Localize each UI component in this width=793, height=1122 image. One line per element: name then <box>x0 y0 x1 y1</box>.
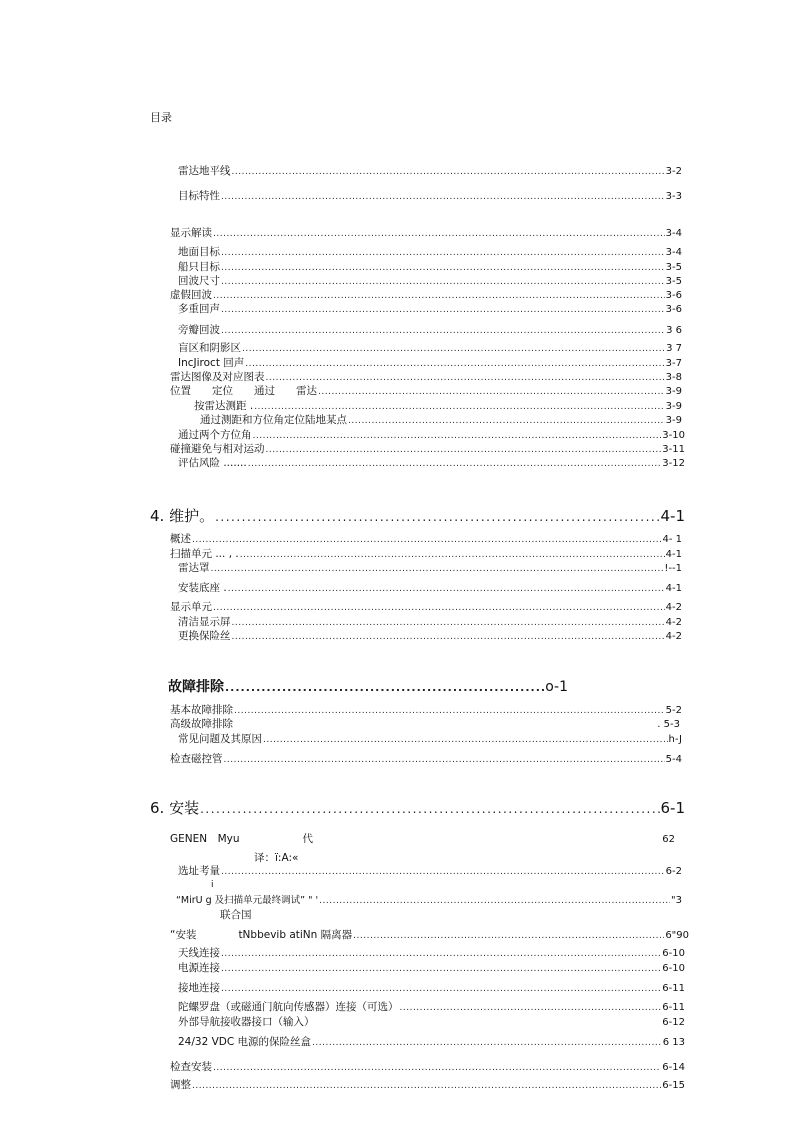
leader-dots <box>221 963 661 976</box>
toc-label: 扫描单元 ... , . <box>170 548 239 560</box>
leader-dots <box>221 191 665 204</box>
toc-entry-two-bearings[interactable] <box>178 429 685 443</box>
toc-page: 3-6 <box>665 304 682 315</box>
toc-page: 3-7 <box>665 358 682 369</box>
toc-page: 6-11 <box>662 1002 685 1013</box>
toc-label: 显示单元 <box>170 601 212 613</box>
toc-entry-position-fixing[interactable] <box>170 385 682 399</box>
toc-page: 3 6 <box>666 325 682 336</box>
leader-dots <box>240 549 665 562</box>
toc-label: 清洁显示屏 <box>178 616 231 628</box>
toc-label: 24/32 VDC 电源的保险丝盒 <box>178 1036 312 1048</box>
toc-label: 选址考量 <box>178 865 220 877</box>
leader-dots <box>232 166 665 179</box>
toc-entry-radar-picture-chart[interactable] <box>170 371 682 385</box>
leader-dots <box>221 325 665 338</box>
toc-page: 3-5 <box>665 276 682 287</box>
toc-page: 6 13 <box>662 1037 685 1048</box>
toc-label: 接地连接 <box>178 982 220 994</box>
toc-entry-gyrocompass-connection[interactable] <box>178 1001 685 1015</box>
toc-entry-fuse-box[interactable] <box>178 1036 685 1050</box>
leader-dots <box>353 930 664 943</box>
leader-dots <box>215 508 659 526</box>
toc-page: 3-11 <box>662 444 685 455</box>
leader-dots <box>232 631 665 644</box>
toc-page: 3-6 <box>665 290 682 301</box>
toc-entry-range-bearing-fix[interactable] <box>200 414 682 428</box>
toc-page: 4- 1 <box>662 534 682 545</box>
toc-page: "3 <box>671 895 682 906</box>
toc-label: 船只目标 <box>178 261 220 273</box>
toc-page: 5-4 <box>665 754 682 765</box>
toc-label: 多重回声 <box>178 303 220 315</box>
toc-page: 3-5 <box>665 262 682 273</box>
toc-label: IncJiroct 回声 <box>178 357 245 369</box>
toc-chapter-troubleshooting[interactable] <box>168 679 568 696</box>
leader-dots <box>213 290 665 303</box>
toc-label: 安装底座 . <box>178 582 227 594</box>
toc-page: 3-9 <box>665 386 682 397</box>
leader-dots <box>319 895 670 908</box>
toc-entry-antenna-connection[interactable] <box>178 947 685 961</box>
leader-dots <box>221 304 665 317</box>
toc-label: “MirU g 及扫描单元最终调试” " ' <box>176 895 319 906</box>
leader-dots <box>232 617 665 630</box>
toc-label: 高级故障排除 <box>170 718 233 730</box>
toc-entry-ship-targets[interactable] <box>178 261 682 275</box>
toc-entry-radome[interactable] <box>178 562 682 576</box>
toc-label: 故障排除 <box>168 679 224 695</box>
toc-entry-display-unit[interactable] <box>170 601 682 615</box>
toc-page: 6-14 <box>662 1062 685 1073</box>
toc-entry-indirect-echoes[interactable] <box>178 357 682 371</box>
toc-label: 检查磁控管 <box>170 753 223 765</box>
toc-page: 4-1 <box>665 583 682 594</box>
toc-label: 概述 <box>170 533 191 545</box>
toc-entry-final-adjustment[interactable] <box>176 894 682 908</box>
leader-dots <box>253 430 662 443</box>
leader-dots <box>263 734 668 747</box>
toc-label: 显示解读 <box>170 227 212 239</box>
toc-label: 常见问题及其原因 <box>178 733 262 745</box>
toc-entry-scanner-unit[interactable] <box>170 548 682 562</box>
leader-dots <box>192 534 661 547</box>
toc-entry-ground-connection[interactable] <box>178 982 685 996</box>
leader-dots <box>213 602 665 615</box>
toc-page: h-J <box>668 734 682 745</box>
toc-page: 6-1 <box>660 799 685 817</box>
toc-label: 天线连接 <box>178 947 220 959</box>
toc-label: 检查安装 <box>170 1061 212 1073</box>
leader-dots <box>213 1062 661 1075</box>
toc-entry-blind-shadow-sectors[interactable] <box>178 342 682 356</box>
toc-page: 4-2 <box>665 631 682 642</box>
ocr-fragment-translation: 译：ї:A:« <box>254 852 299 864</box>
toc-chapter-installation[interactable] <box>150 799 685 818</box>
leader-dots <box>318 386 665 399</box>
toc-page: 4-2 <box>665 617 682 628</box>
leader-dots <box>200 800 659 818</box>
toc-page: 3-4 <box>665 228 682 239</box>
leader-dots <box>211 563 664 576</box>
toc-page: 3-9 <box>665 401 682 412</box>
toc-page: !--1 <box>664 563 682 574</box>
toc-page: 6-2 <box>665 866 682 877</box>
leader-dots <box>221 866 665 879</box>
toc-entry-echo-size[interactable] <box>178 275 682 289</box>
toc-entry-ground-targets[interactable] <box>178 246 682 260</box>
leader-dots <box>245 358 664 371</box>
toc-page: 6-12 <box>662 1017 685 1028</box>
leader-dots <box>213 228 665 241</box>
leader-dots <box>400 1002 662 1015</box>
leader-dots <box>225 679 544 696</box>
toc-label: 通过两个方位角 <box>178 429 252 441</box>
leader-dots <box>254 401 664 414</box>
toc-entry-false-echoes[interactable] <box>170 289 682 303</box>
leader-dots <box>221 247 665 260</box>
toc-entry-risk-assessment[interactable] <box>178 457 685 471</box>
toc-page: 6-11 <box>662 983 685 994</box>
toc-label: 电源连接 <box>178 962 220 974</box>
toc-label: 盲区和阴影区 <box>178 342 241 354</box>
toc-label: 基本故障排除 <box>170 704 233 716</box>
leader-dots <box>234 705 665 718</box>
toc-entry-site-considerations[interactable] <box>178 865 682 879</box>
toc-page: 4-1 <box>665 549 682 560</box>
toc-page: 6"90 <box>665 930 689 941</box>
toc-entry-power-connection[interactable] <box>178 962 685 976</box>
leader-dots <box>228 583 665 596</box>
toc-entry-check-installation[interactable] <box>170 1061 685 1075</box>
toc-page: 5-2 <box>665 705 682 716</box>
toc-entry-radar-ranges[interactable] <box>194 400 682 414</box>
toc-page: 3-10 <box>662 430 685 441</box>
toc-label: 通过测距和方位角定位陆地某点 <box>200 414 347 426</box>
toc-page: 3-9 <box>665 415 682 426</box>
toc-page: 3-12 <box>662 458 685 469</box>
leader-dots <box>312 1037 662 1050</box>
toc-entry-target-characteristics[interactable] <box>178 190 682 204</box>
toc-label: 调整 <box>170 1079 191 1091</box>
toc-label: 陀螺罗盘（或磁通门航向传感器）连接（可选） <box>178 1001 399 1013</box>
leader-dots <box>224 754 665 767</box>
toc-label: GENEN Myu 代 <box>170 833 314 845</box>
toc-entry-clean-screen[interactable] <box>178 616 682 630</box>
leader-dots <box>221 983 661 996</box>
toc-label: 地面目标 <box>178 246 220 258</box>
toc-page: 4-2 <box>665 602 682 613</box>
ocr-fragment-mark: i <box>211 880 214 890</box>
toc-label: 更换保险丝 <box>178 630 231 642</box>
toc-page: 3-4 <box>665 247 682 258</box>
toc-label: 旁瓣回波 <box>178 324 220 336</box>
toc-page: 4-1 <box>660 507 685 525</box>
toc-entry-multiple-echoes[interactable] <box>178 303 682 317</box>
toc-label: “安装 tNbbevib atiNn 隔离器 <box>170 929 353 941</box>
toc-entry-radar-horizon[interactable] <box>178 165 682 179</box>
ocr-fragment-united-nations: 联合国 <box>220 909 252 921</box>
page-title: 目录 <box>150 111 172 124</box>
toc-label: 虚假回波 <box>170 289 212 301</box>
leader-dots <box>221 262 665 275</box>
toc-entry-display-interpretation[interactable] <box>170 227 682 241</box>
leader-dots <box>221 948 661 961</box>
toc-entry-general[interactable] <box>170 833 675 846</box>
toc-entry-replace-fuse[interactable] <box>178 630 682 644</box>
toc-page: 3-3 <box>665 191 682 202</box>
toc-label: 雷达图像及对应图表 <box>170 371 265 383</box>
toc-page: 3 7 <box>666 343 682 354</box>
leader-dots <box>266 372 665 385</box>
toc-page: 6-10 <box>662 963 685 974</box>
toc-label: 外部导航接收器接口（输入） <box>178 1016 315 1028</box>
toc-label: 雷达地平线 <box>178 165 231 177</box>
toc-entry-isolator-install[interactable] <box>170 929 689 943</box>
toc-label: 按雷达测距 . <box>194 400 254 412</box>
toc-page: 6-10 <box>662 948 685 959</box>
toc-label: 评估风险 ....... <box>178 457 247 469</box>
toc-chapter-maintenance[interactable] <box>150 507 685 526</box>
toc-label: 回波尺寸 <box>178 275 220 287</box>
toc-label: 位置 定位 通过 雷达 <box>170 385 317 397</box>
toc-entry-adjustment[interactable] <box>170 1079 685 1093</box>
toc-label: 碰撞避免与相对运动 <box>170 443 265 455</box>
toc-page: o-1 <box>545 679 568 695</box>
leader-dots <box>192 1080 661 1093</box>
toc-entry-common-problems[interactable] <box>178 733 682 747</box>
toc-entry-advanced-troubleshooting[interactable] <box>170 718 680 731</box>
toc-entry-check-magnetron[interactable] <box>170 753 682 767</box>
toc-entry-sidelobe-echoes[interactable] <box>178 324 682 338</box>
toc-page: 6-15 <box>662 1080 685 1091</box>
toc-label: 目标特性 <box>178 190 220 202</box>
toc-label: 6. 安装 <box>150 799 200 817</box>
toc-entry-basic-troubleshooting[interactable] <box>170 704 682 718</box>
toc-page: . 5-3 <box>657 719 680 730</box>
leader-dots <box>221 276 665 289</box>
leader-dots <box>248 458 662 471</box>
leader-dots <box>266 444 662 457</box>
toc-entry-mounting-base[interactable] <box>178 582 682 596</box>
toc-page: 3-8 <box>665 372 682 383</box>
toc-entry-nav-receiver-interface[interactable] <box>178 1016 685 1029</box>
toc-entry-overview[interactable] <box>170 533 682 547</box>
toc-label: 雷达罩 <box>178 562 210 574</box>
toc-entry-collision-avoidance[interactable] <box>170 443 685 457</box>
toc-page: 3-2 <box>665 166 682 177</box>
leader-dots <box>348 415 665 428</box>
toc-page: 62 <box>662 834 675 845</box>
leader-dots <box>242 343 665 356</box>
toc-label: 4. 维护。 <box>150 507 215 525</box>
